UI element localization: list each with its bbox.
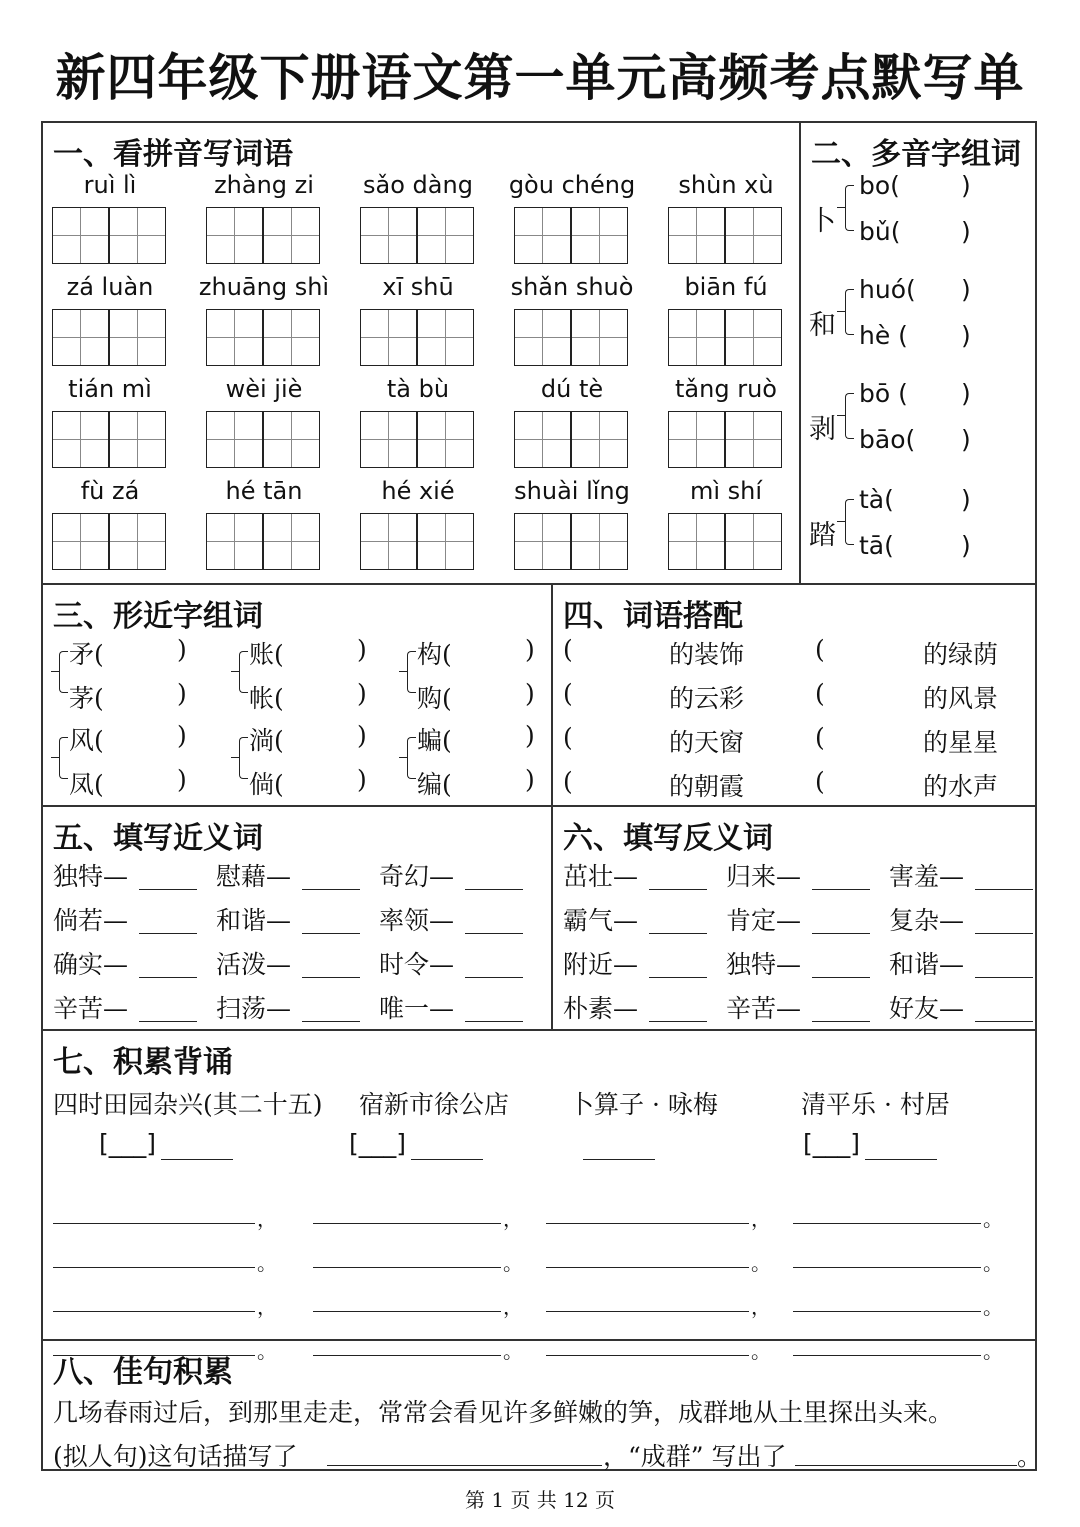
- brace-icon: [845, 289, 854, 335]
- answer-line[interactable]: [139, 1021, 197, 1022]
- word-prompt: 附近—: [563, 950, 639, 979]
- pinyin-label: biān fú: [684, 273, 768, 301]
- punctuation: 。: [983, 1295, 1003, 1319]
- section-heading: 三、形近字组词: [53, 599, 263, 634]
- pinyin-label: dú tè: [540, 375, 604, 403]
- close-paren: ): [357, 721, 367, 750]
- word-prompt: 好友—: [889, 994, 965, 1023]
- polyphone-char: 踏: [809, 520, 836, 551]
- close-paren: ): [961, 275, 971, 304]
- char-option: 购(: [417, 684, 452, 713]
- pinyin-option: huó(: [859, 275, 916, 304]
- recite-line[interactable]: [793, 1311, 981, 1312]
- section-similar-chars: [43, 583, 551, 805]
- pinyin-option: bō (: [859, 379, 908, 408]
- brace-icon: [231, 757, 240, 758]
- page-footer: 第 1 页 共 12 页: [465, 1488, 615, 1512]
- answer-line[interactable]: [649, 933, 707, 934]
- punctuation: 。: [983, 1339, 1003, 1363]
- close-paren: ): [525, 635, 535, 664]
- word-prompt: 和谐—: [216, 906, 292, 935]
- answer-line[interactable]: [795, 1465, 1017, 1466]
- word-prompt: 复杂—: [889, 906, 965, 935]
- punctuation: ，: [751, 1295, 771, 1319]
- brace-icon: [399, 757, 408, 758]
- answer-line[interactable]: [975, 933, 1033, 934]
- answer-line[interactable]: [465, 1021, 523, 1022]
- pinyin-label: fù zá: [80, 477, 140, 505]
- section-polyphone: [799, 123, 1035, 583]
- question-prefix: (拟人句)这句话描写了: [53, 1442, 298, 1471]
- brace-icon: [231, 671, 240, 672]
- sentence-text: 几场春雨过后，到那里走走，常常会看见许多鲜嫩的笋，成群地从土里探出头来。: [53, 1398, 954, 1427]
- close-paren: ): [961, 217, 971, 246]
- punctuation: ，: [503, 1207, 523, 1231]
- answer-line[interactable]: [465, 933, 523, 934]
- word-prompt: 和谐—: [889, 950, 965, 979]
- pinyin-label: tǎng ruò: [675, 375, 777, 403]
- author-line[interactable]: [583, 1159, 655, 1160]
- word-prompt: 害羞—: [889, 862, 965, 891]
- recite-line[interactable]: [313, 1311, 501, 1312]
- close-paren: ): [525, 679, 535, 708]
- pinyin-label: zhàng zi: [214, 171, 314, 199]
- close-paren: ): [961, 531, 971, 560]
- writing-box[interactable]: [571, 309, 628, 366]
- close-paren: ): [357, 679, 367, 708]
- answer-line[interactable]: [975, 977, 1033, 978]
- match-phrase: 的绿荫: [923, 640, 999, 669]
- writing-box[interactable]: [514, 309, 571, 366]
- writing-box[interactable]: [668, 309, 725, 366]
- match-phrase: 的天窗: [669, 728, 745, 757]
- answer-line[interactable]: [302, 889, 360, 890]
- answer-line[interactable]: [975, 1021, 1033, 1022]
- word-prompt: 奇幻—: [379, 862, 455, 891]
- pinyin-option: tā(: [859, 531, 894, 560]
- writing-box[interactable]: [360, 309, 417, 366]
- open-paren: (: [815, 635, 825, 664]
- pinyin-label: wèi jiè: [225, 375, 303, 403]
- word-prompt: 活泼—: [216, 950, 292, 979]
- writing-box[interactable]: [417, 207, 474, 264]
- polyphone-char: 剥: [809, 414, 836, 445]
- writing-box[interactable]: [725, 207, 782, 264]
- section-synonyms: [43, 805, 551, 1029]
- punctuation: ，: [257, 1207, 277, 1231]
- open-paren: (: [563, 679, 573, 708]
- word-prompt: 慰藉—: [216, 862, 292, 891]
- word-prompt: 朴素—: [563, 994, 639, 1023]
- question-mid: ，“成群” 写出了: [603, 1442, 787, 1471]
- writing-box[interactable]: [360, 207, 417, 264]
- section-recitation: [43, 1029, 1035, 1363]
- answer-line[interactable]: [812, 889, 870, 890]
- writing-box[interactable]: [206, 513, 263, 570]
- author-line[interactable]: [161, 1159, 233, 1160]
- section-heading: 六、填写反义词: [563, 821, 773, 856]
- brace-icon: [407, 651, 416, 693]
- open-paren: (: [815, 767, 825, 796]
- section-sentences: [43, 1339, 1043, 1471]
- close-paren: ): [961, 171, 971, 200]
- punctuation: 。: [983, 1251, 1003, 1275]
- open-paren: (: [815, 723, 825, 752]
- match-phrase: 的装饰: [669, 640, 745, 669]
- punctuation: 。: [503, 1339, 523, 1363]
- answer-line[interactable]: [812, 933, 870, 934]
- writing-box[interactable]: [263, 411, 320, 468]
- writing-box[interactable]: [109, 309, 166, 366]
- section-word-match: [551, 583, 1035, 805]
- answer-line[interactable]: [327, 1465, 602, 1466]
- open-paren: (: [563, 635, 573, 664]
- punctuation: 。: [751, 1339, 771, 1363]
- section-heading: 二、多音字组词: [811, 137, 1021, 172]
- pinyin-label: tián mì: [68, 375, 152, 403]
- recite-line[interactable]: [53, 1311, 255, 1312]
- poem-title: 四时田园杂兴(其二十五): [53, 1090, 323, 1119]
- poem-title: 卜算子 · 咏梅: [569, 1090, 718, 1119]
- brace-icon: [51, 671, 60, 672]
- word-prompt: 独特—: [726, 950, 802, 979]
- writing-box[interactable]: [668, 513, 725, 570]
- recite-line[interactable]: [546, 1311, 749, 1312]
- char-option: 帐(: [249, 684, 284, 713]
- pinyin-label: shǎn shuò: [510, 273, 634, 301]
- word-prompt: 时令—: [379, 950, 455, 979]
- writing-box[interactable]: [725, 411, 782, 468]
- brace-icon: [845, 499, 854, 545]
- char-option: 淌(: [249, 726, 284, 755]
- dynasty-bracket: [___]: [99, 1129, 157, 1158]
- writing-box[interactable]: [263, 513, 320, 570]
- answer-line[interactable]: [302, 933, 360, 934]
- worksheet-frame: [41, 121, 1043, 1471]
- recite-line[interactable]: [546, 1223, 749, 1224]
- writing-box[interactable]: [52, 411, 109, 468]
- question-end: 。: [1017, 1442, 1043, 1471]
- word-prompt: 率领—: [379, 906, 455, 935]
- polyphone-char: 和: [809, 310, 836, 341]
- char-option: 凤(: [69, 770, 104, 799]
- pinyin-label: ruì lì: [83, 171, 137, 199]
- word-prompt: 独特—: [53, 862, 129, 891]
- punctuation: 。: [983, 1207, 1003, 1231]
- writing-box[interactable]: [206, 309, 263, 366]
- word-prompt: 辛苦—: [726, 994, 802, 1023]
- word-prompt: 霸气—: [563, 906, 639, 935]
- close-paren: ): [525, 721, 535, 750]
- recite-line[interactable]: [793, 1223, 981, 1224]
- section-heading: 一、看拼音写词语: [53, 137, 293, 172]
- word-prompt: 倘若—: [53, 906, 129, 935]
- pinyin-option: tà(: [859, 485, 894, 514]
- pinyin-label: gòu chéng: [508, 171, 636, 199]
- match-phrase: 的星星: [923, 728, 999, 757]
- pinyin-label: zhuāng shì: [198, 273, 330, 301]
- match-phrase: 的风景: [923, 684, 999, 713]
- writing-box[interactable]: [417, 411, 474, 468]
- brace-icon: [239, 651, 248, 693]
- recite-line[interactable]: [53, 1267, 255, 1268]
- char-option: 倘(: [249, 770, 284, 799]
- page-title: 新四年级下册语文第一单元高频考点默写单: [55, 48, 1025, 107]
- writing-box[interactable]: [514, 207, 571, 264]
- recite-line[interactable]: [53, 1223, 255, 1224]
- match-phrase: 的朝霞: [669, 772, 745, 801]
- close-paren: ): [961, 379, 971, 408]
- pinyin-label: shuài lǐng: [514, 477, 630, 505]
- recite-line[interactable]: [546, 1267, 749, 1268]
- writing-box[interactable]: [668, 207, 725, 264]
- pinyin-label: xī shū: [382, 273, 454, 301]
- answer-line[interactable]: [465, 889, 523, 890]
- writing-box[interactable]: [52, 207, 109, 264]
- word-prompt: 扫荡—: [216, 994, 292, 1023]
- close-paren: ): [357, 765, 367, 794]
- punctuation: 。: [257, 1339, 277, 1363]
- char-option: 编(: [417, 770, 452, 799]
- brace-icon: [837, 415, 846, 416]
- match-phrase: 的水声: [923, 772, 999, 801]
- pinyin-label: mì shí: [689, 477, 763, 505]
- punctuation: ，: [751, 1207, 771, 1231]
- writing-box[interactable]: [263, 207, 320, 264]
- answer-line[interactable]: [302, 1021, 360, 1022]
- writing-box[interactable]: [109, 207, 166, 264]
- writing-box[interactable]: [725, 513, 782, 570]
- word-prompt: 辛苦—: [53, 994, 129, 1023]
- brace-icon: [407, 737, 416, 779]
- close-paren: ): [357, 635, 367, 664]
- punctuation: 。: [257, 1251, 277, 1275]
- answer-line[interactable]: [649, 977, 707, 978]
- writing-box[interactable]: [52, 513, 109, 570]
- brace-icon: [399, 671, 408, 672]
- writing-box[interactable]: [571, 411, 628, 468]
- brace-icon: [837, 207, 846, 208]
- answer-line[interactable]: [139, 977, 197, 978]
- pinyin-option: bǔ(: [859, 217, 901, 246]
- writing-box[interactable]: [417, 309, 474, 366]
- close-paren: ): [961, 425, 971, 454]
- close-paren: ): [177, 721, 187, 750]
- pinyin-label: zá luàn: [66, 273, 154, 301]
- word-prompt: 茁壮—: [563, 862, 639, 891]
- writing-box[interactable]: [571, 513, 628, 570]
- writing-box[interactable]: [263, 309, 320, 366]
- writing-box[interactable]: [514, 513, 571, 570]
- close-paren: ): [525, 765, 535, 794]
- punctuation: 。: [751, 1251, 771, 1275]
- pinyin-option: bāo(: [859, 425, 916, 454]
- pinyin-label: hé tān: [225, 477, 303, 505]
- writing-box[interactable]: [206, 411, 263, 468]
- char-option: 矛(: [69, 640, 104, 669]
- word-prompt: 归来—: [726, 862, 802, 891]
- writing-box[interactable]: [725, 309, 782, 366]
- char-option: 账(: [249, 640, 284, 669]
- answer-line[interactable]: [975, 889, 1033, 890]
- char-option: 风(: [69, 726, 104, 755]
- brace-icon: [239, 737, 248, 779]
- punctuation: ，: [257, 1295, 277, 1319]
- close-paren: ): [961, 321, 971, 350]
- match-phrase: 的云彩: [669, 684, 745, 713]
- section-heading: 五、填写近义词: [53, 821, 263, 856]
- word-prompt: 肯定—: [726, 906, 802, 935]
- open-paren: (: [563, 723, 573, 752]
- answer-line[interactable]: [812, 1021, 870, 1022]
- dynasty-bracket: [___]: [349, 1129, 407, 1158]
- writing-box[interactable]: [360, 411, 417, 468]
- polyphone-char: 卜: [809, 206, 836, 237]
- close-paren: ): [177, 679, 187, 708]
- pinyin-label: sǎo dàng: [363, 171, 473, 199]
- writing-box[interactable]: [360, 513, 417, 570]
- writing-box[interactable]: [514, 411, 571, 468]
- writing-box[interactable]: [417, 513, 474, 570]
- answer-line[interactable]: [139, 889, 197, 890]
- pinyin-label: hé xié: [381, 477, 455, 505]
- pinyin-label: tà bù: [386, 375, 450, 403]
- writing-box[interactable]: [109, 513, 166, 570]
- pinyin-option: hè (: [859, 321, 908, 350]
- recite-line[interactable]: [793, 1267, 981, 1268]
- char-option: 构(: [417, 640, 452, 669]
- section-heading: 七、积累背诵: [53, 1045, 233, 1080]
- pinyin-option: bo(: [859, 171, 900, 200]
- close-paren: ): [177, 765, 187, 794]
- author-line[interactable]: [865, 1159, 937, 1160]
- writing-box[interactable]: [52, 309, 109, 366]
- answer-line[interactable]: [649, 1021, 707, 1022]
- brace-icon: [837, 521, 846, 522]
- punctuation: 。: [503, 1251, 523, 1275]
- brace-icon: [837, 311, 846, 312]
- answer-line[interactable]: [302, 977, 360, 978]
- recite-line[interactable]: [313, 1223, 501, 1224]
- writing-box[interactable]: [109, 411, 166, 468]
- writing-box[interactable]: [571, 207, 628, 264]
- close-paren: ): [177, 635, 187, 664]
- section-antonyms: [551, 805, 1035, 1029]
- dynasty-bracket: [___]: [803, 1129, 861, 1158]
- word-prompt: 确实—: [53, 950, 129, 979]
- writing-box[interactable]: [668, 411, 725, 468]
- brace-icon: [51, 757, 60, 758]
- word-prompt: 唯一—: [379, 994, 455, 1023]
- close-paren: ): [961, 485, 971, 514]
- recite-line[interactable]: [313, 1267, 501, 1268]
- section-heading: 四、词语搭配: [563, 599, 743, 634]
- author-line[interactable]: [411, 1159, 483, 1160]
- brace-icon: [59, 737, 68, 779]
- open-paren: (: [815, 679, 825, 708]
- brace-icon: [59, 651, 68, 693]
- answer-line[interactable]: [649, 889, 707, 890]
- brace-icon: [845, 185, 854, 231]
- char-option: 茅(: [69, 684, 104, 713]
- char-option: 蝙(: [417, 726, 452, 755]
- open-paren: (: [563, 767, 573, 796]
- section-heading: 八、佳句积累: [53, 1355, 233, 1390]
- answer-line[interactable]: [465, 977, 523, 978]
- writing-box[interactable]: [206, 207, 263, 264]
- answer-line[interactable]: [812, 977, 870, 978]
- answer-line[interactable]: [139, 933, 197, 934]
- punctuation: ，: [503, 1295, 523, 1319]
- brace-icon: [845, 393, 854, 439]
- poem-title: 宿新市徐公店: [359, 1090, 510, 1119]
- section-pinyin: [43, 123, 799, 583]
- poem-title: 清平乐 · 村居: [801, 1090, 950, 1119]
- pinyin-label: shùn xù: [678, 171, 774, 199]
